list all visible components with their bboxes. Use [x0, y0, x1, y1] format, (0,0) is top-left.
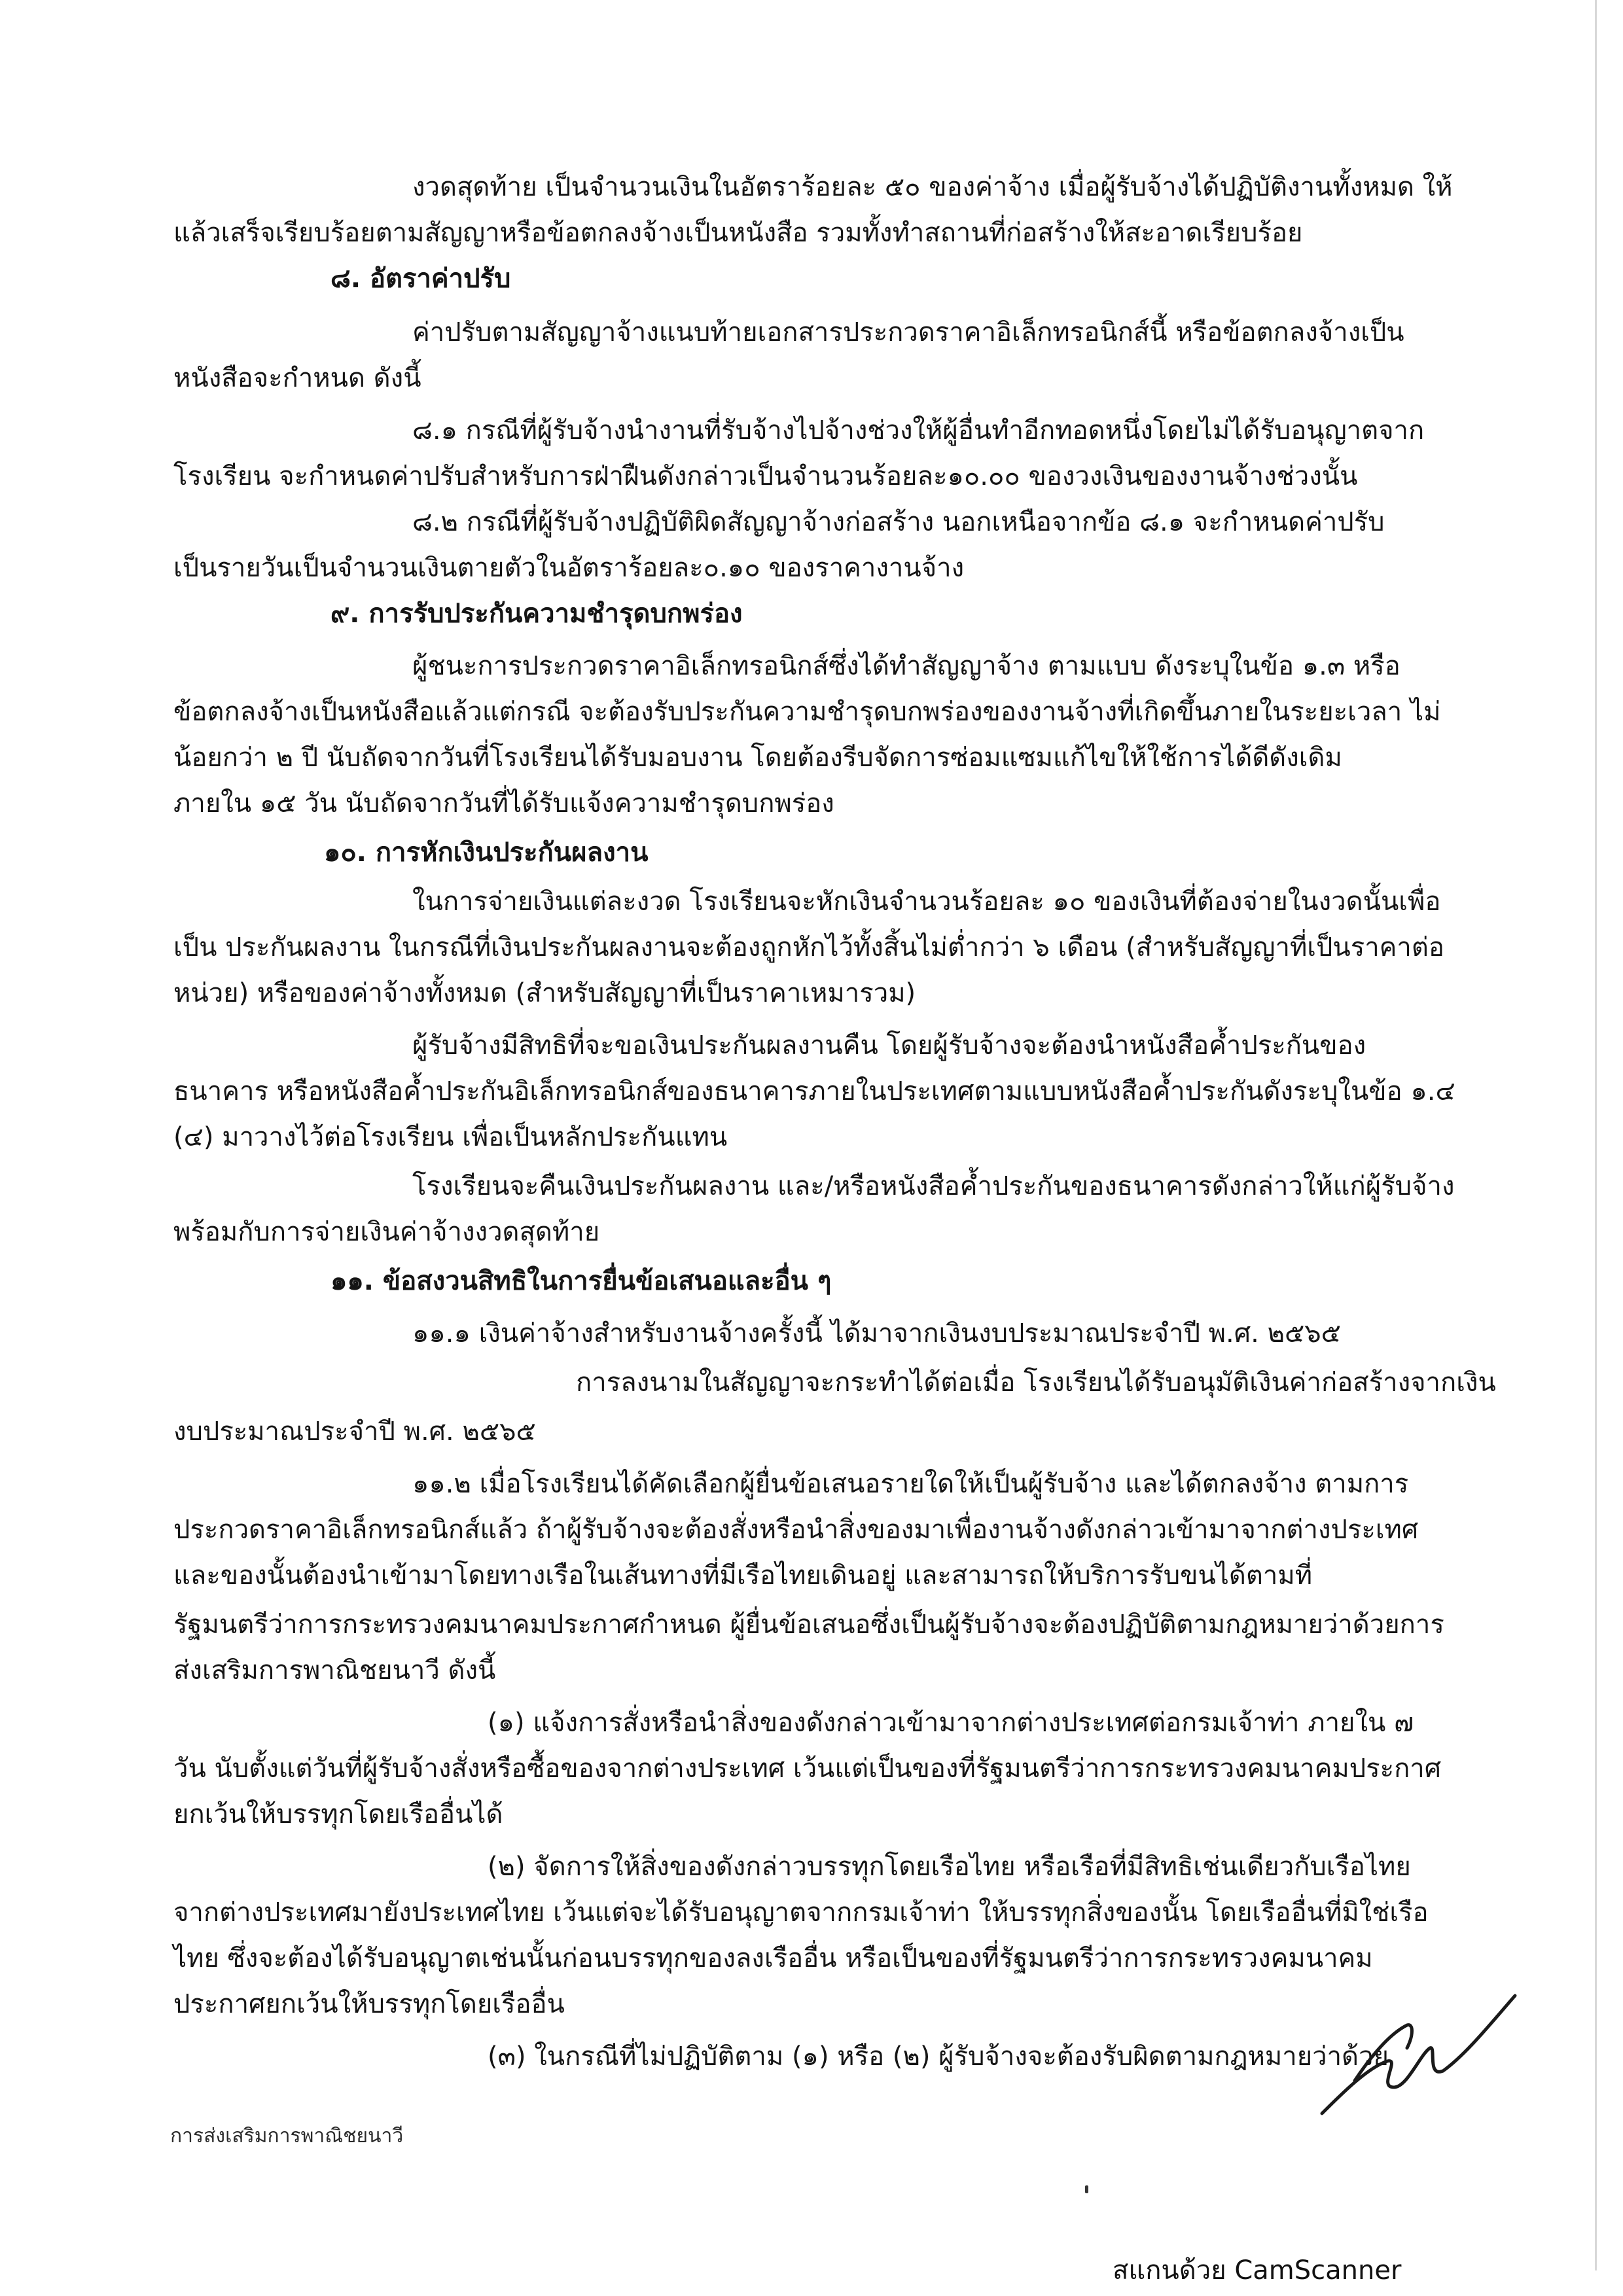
- paragraph-line: ภายใน ๑๕ วัน นับถัดจากวันที่ได้รับแจ้งความชำรุดบกพร่อง: [173, 788, 834, 819]
- paragraph-line: การลงนามในสัญญาจะกระทำได้ต่อเมื่อ โรงเรียนได้รับอนุมัติเงินค่าก่อสร้างจากเงิน: [576, 1368, 1496, 1398]
- section-heading-10: ๑๐. การหักเงินประกันผลงาน: [324, 838, 649, 868]
- paragraph-line: ในการจ่ายเงินแต่ละงวด โรงเรียนจะหักเงินจำนวนร้อยละ ๑๐ ของเงินที่ต้องจ่ายในงวดนั้นเพื่อ: [412, 887, 1441, 917]
- cut-off-footer-line: การส่งเสริมการพาณิชยนาวี: [170, 2125, 404, 2147]
- section-heading-11: ๑๑. ข้อสงวนสิทธิในการยื่นข้อเสนอและอื่น ๆ: [330, 1266, 832, 1296]
- paragraph-line: โรงเรียนจะคืนเงินประกันผลงาน และ/หรือหนังสือค้ำประกันของธนาคารดังกล่าวให้แก่ผู้รับจ้าง: [412, 1171, 1455, 1201]
- paragraph-line: ไทย ซึ่งจะต้องได้รับอนุญาตเช่นนั้นก่อนบรรทุกของลงเรืออื่น หรือเป็นของที่รัฐมนตรีว่าการกระทรวงคมนาคม: [173, 1943, 1373, 1973]
- paragraph-line: ประกวดราคาอิเล็กทรอนิกส์แล้ว ถ้าผู้รับจ้างจะต้องสั่งหรือนำสิ่งของมาเพื่องานจ้างดังกล่าวเข้ามาจากต่างประเทศ: [173, 1515, 1419, 1545]
- page-edge-line: [1595, 0, 1597, 2270]
- paragraph-line: (๑) แจ้งการสั่งหรือนำสิ่งของดังกล่าวเข้ามาจากต่างประเทศต่อกรมเจ้าท่า ภายใน ๗: [488, 1708, 1414, 1738]
- paragraph-line: ๘.๒ กรณีที่ผู้รับจ้างปฏิบัติผิดสัญญาจ้างก่อสร้าง นอกเหนือจากข้อ ๘.๑ จะกำหนดค่าปรับ: [412, 507, 1385, 537]
- paragraph-line: โรงเรียน จะกำหนดค่าปรับสำหรับการฝ่าฝืนดังกล่าวเป็นจำนวนร้อยละ๑๐.๐๐ ของวงเงินของงานจ้างช่วงนั้น: [173, 461, 1358, 491]
- paragraph-line: หนังสือจะกำหนด ดังนี้: [173, 363, 421, 393]
- paragraph-line: งบประมาณประจำปี พ.ศ. ๒๕๖๕: [173, 1417, 536, 1447]
- scan-speck: [1085, 2185, 1088, 2193]
- paragraph-line: (๓) ในกรณีที่ไม่ปฏิบัติตาม (๑) หรือ (๒) ผู้รับจ้างจะต้องรับผิดตามกฎหมายว่าด้วย: [488, 2041, 1389, 2072]
- paragraph-line: พร้อมกับการจ่ายเงินค่าจ้างงวดสุดท้าย: [173, 1217, 600, 1247]
- paragraph-line: จากต่างประเทศมายังประเทศไทย เว้นแต่จะได้รับอนุญาตจากกรมเจ้าท่า ให้บรรทุกสิ่งของนั้น โดยเรืออื่นที่มิใช่เรือ: [173, 1898, 1429, 1928]
- paragraph-line: ผู้รับจ้างมีสิทธิที่จะขอเงินประกันผลงานคืน โดยผู้รับจ้างจะต้องนำหนังสือค้ำประกันของ: [412, 1031, 1366, 1061]
- paragraph-line: (๔) มาวางไว้ต่อโรงเรียน เพื่อเป็นหลักประกันแทน: [173, 1122, 728, 1152]
- paragraph-line: ยกเว้นให้บรรทุกโดยเรืออื่นได้: [173, 1799, 503, 1829]
- paragraph-line: ส่งเสริมการพาณิชยนาวี ดังนี้: [173, 1655, 496, 1686]
- paragraph-line: ประกาศยกเว้นให้บรรทุกโดยเรืออื่น: [173, 1989, 565, 2019]
- paragraph-line: วัน นับตั้งแต่วันที่ผู้รับจ้างสั่งหรือซื้อของจากต่างประเทศ เว้นแต่เป็นของที่รัฐมนตรีว่าการกระทรวงคมนาคมประกาศ: [173, 1754, 1442, 1784]
- paragraph-line: ๑๑.๑ เงินค่าจ้างสำหรับงานจ้างครั้งนี้ ได้มาจากเงินงบประมาณประจำปี พ.ศ. ๒๕๖๕: [412, 1318, 1341, 1349]
- paragraph-line: ธนาคาร หรือหนังสือค้ำประกันอิเล็กทรอนิกส์ของธนาคารภายในประเทศตามแบบหนังสือค้ำประกันดังระบุในข้อ ๑.๔: [173, 1076, 1455, 1106]
- section-heading-9: ๙. การรับประกันความชำรุดบกพร่อง: [330, 599, 743, 629]
- paragraph-line: ผู้ชนะการประกวดราคาอิเล็กทรอนิกส์ซึ่งได้ทำสัญญาจ้าง ตามแบบ ดังระบุในข้อ ๑.๓ หรือ: [412, 651, 1400, 681]
- paragraph-line: น้อยกว่า ๒ ปี นับถัดจากวันที่โรงเรียนได้รับมอบงาน โดยต้องรีบจัดการซ่อมแซมแก้ไขให้ใช้การได้ดีดังเดิม: [173, 743, 1342, 773]
- paragraph-line: ข้อตกลงจ้างเป็นหนังสือแล้วแต่กรณี จะต้องรับประกันความชำรุดบกพร่องของงานจ้างที่เกิดขึ้นภายในระยะเวลา ไม่: [173, 697, 1441, 727]
- paragraph-line: หน่วย) หรือของค่าจ้างทั้งหมด (สำหรับสัญญาที่เป็นราคาเหมารวม): [173, 978, 916, 1008]
- paragraph-line: และของนั้นต้องนำเข้ามาโดยทางเรือในเส้นทางที่มีเรือไทยเดินอยู่ และสามารถให้บริการรับขนได้ตามที่: [173, 1561, 1313, 1591]
- scanner-watermark: สแกนด้วย CamScanner: [1113, 2255, 1402, 2286]
- paragraph-line: ๑๑.๒ เมื่อโรงเรียนได้คัดเลือกผู้ยื่นข้อเสนอรายใดให้เป็นผู้รับจ้าง และได้ตกลงจ้าง ตามการ: [412, 1469, 1409, 1499]
- section-heading-8: ๘. อัตราค่าปรับ: [330, 264, 511, 294]
- paragraph-line: (๒) จัดการให้สิ่งของดังกล่าวบรรทุกโดยเรือไทย หรือเรือที่มีสิทธิเช่นเดียวกับเรือไทย: [488, 1852, 1411, 1882]
- paragraph-line: รัฐมนตรีว่าการกระทรวงคมนาคมประกาศกำหนด ผู้ยื่นข้อเสนอซึ่งเป็นผู้รับจ้างจะต้องปฏิบัติตามกฎหมายว่าด้วยการ: [173, 1610, 1444, 1640]
- paragraph-line: แล้วเสร็จเรียบร้อยตามสัญญาหรือข้อตกลงจ้างเป็นหนังสือ รวมทั้งทำสถานที่ก่อสร้างให้สะอาดเรียบร้อย: [173, 218, 1303, 248]
- paragraph-line: ๘.๑ กรณีที่ผู้รับจ้างนำงานที่รับจ้างไปจ้างช่วงให้ผู้อื่นทำอีกทอดหนึ่งโดยไม่ได้รับอนุญาตจาก: [412, 415, 1425, 446]
- paragraph-line: เป็น ประกันผลงาน ในกรณีที่เงินประกันผลงานจะต้องถูกหักไว้ทั้งสิ้นไม่ต่ำกว่า ๖ เดือน (สำหรับสัญญาที่เป็นราคาต่อ: [173, 932, 1444, 963]
- handwritten-signature: [1315, 1963, 1518, 2127]
- paragraph-line: ค่าปรับตามสัญญาจ้างแนบท้ายเอกสารประกวดราคาอิเล็กทรอนิกส์นี้ หรือข้อตกลงจ้างเป็น: [412, 317, 1404, 347]
- paragraph-line: เป็นรายวันเป็นจำนวนเงินตายตัวในอัตราร้อยละ๐.๑๐ ของราคางานจ้าง: [173, 553, 965, 583]
- paragraph-line: งวดสุดท้าย เป็นจำนวนเงินในอัตราร้อยละ ๕๐ ของค่าจ้าง เมื่อผู้รับจ้างได้ปฏิบัติงานทั้งหมด ให้: [412, 172, 1453, 202]
